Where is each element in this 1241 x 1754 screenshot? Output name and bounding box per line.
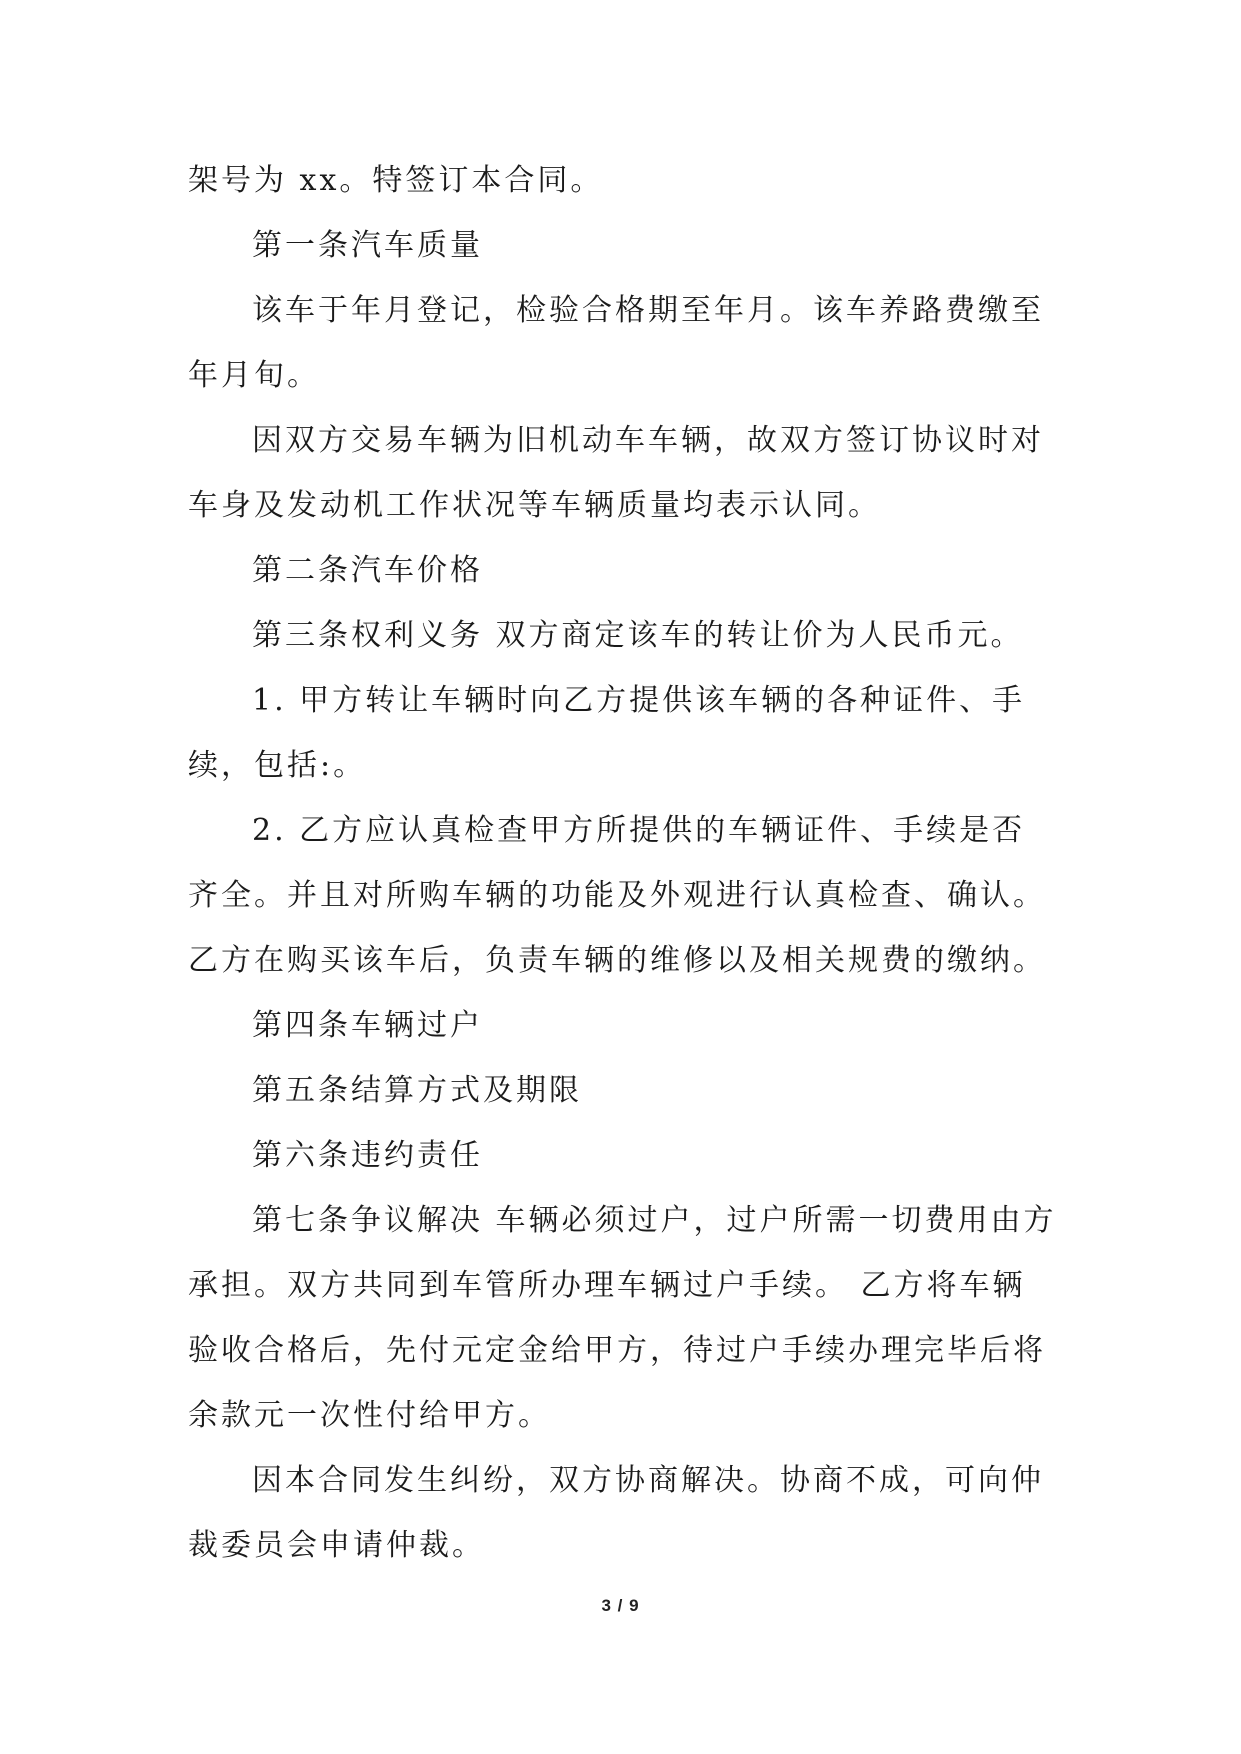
document-body (188, 148, 1058, 1578)
paragraph-registration: 该车于年月登记，检验合格期至年月。该车养路费缴至年月旬。 (188, 293, 1044, 393)
paragraph-article-3-price: 第三条权利义务 双方商定该车的转让价为人民币元。 (252, 618, 1024, 653)
paragraph-dispute-resolution: 因本合同发生纠纷，双方协商解决。协商不成，可向仲裁委员会申请仲裁。 (188, 1463, 1044, 1563)
paragraph-quality-agreement: 因双方交易车辆为旧机动车车辆，故双方签订协议时对车身及发动机工作状况等车辆质量均表示认同。 (188, 423, 1044, 523)
heading-article-6: 第六条违约责任 (252, 1138, 483, 1173)
paragraph-article-7-transfer: 第七条争议解决 车辆必须过户，过户所需一切费用由方承担。双方共同到车管所办理车辆过户手续。 乙方将车辆验收合格后，先付元定金给甲方，待过户手续办理完毕后将余款元一次性付给甲方。 (188, 1203, 1057, 1433)
paragraph-item-1: 1. 甲方转让车辆时向乙方提供该车辆的各种证件、手续，包括:。 (188, 683, 1026, 783)
page-number: 3 / 9 (601, 1596, 640, 1615)
paragraph-item-2: 2. 乙方应认真检查甲方所提供的车辆证件、手续是否齐全。并且对所购车辆的功能及外观进行认真检查、确认。乙方在购买该车后，负责车辆的维修以及相关规费的缴纳。 (188, 813, 1046, 978)
heading-article-2: 第二条汽车价格 (252, 553, 483, 588)
heading-article-5: 第五条结算方式及期限 (252, 1073, 582, 1108)
heading-article-4: 第四条车辆过户 (252, 1008, 483, 1043)
heading-article-1: 第一条汽车质量 (252, 228, 483, 263)
paragraph-frame-number: 架号为 xx。特签订本合同。 (188, 163, 604, 198)
